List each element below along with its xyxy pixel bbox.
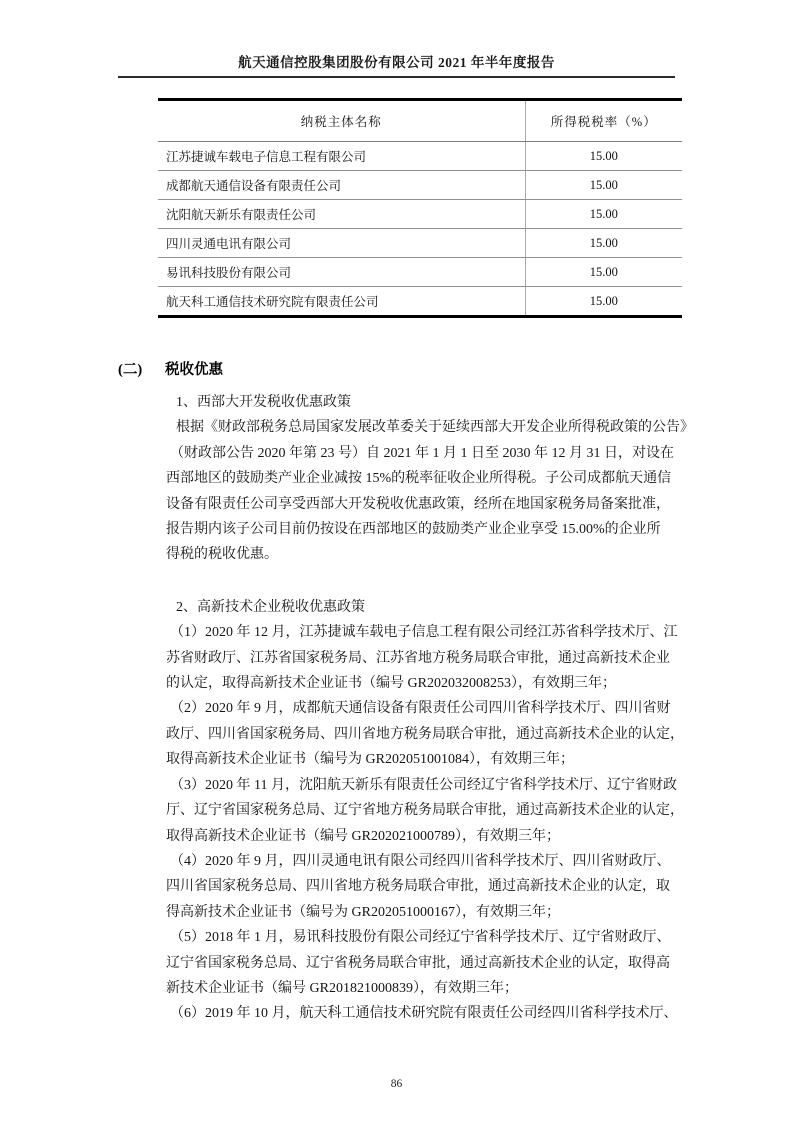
entity-name-cell: 江苏捷诚车载电子信息工程有限公司 — [158, 142, 525, 171]
table-row — [158, 171, 682, 200]
paragraph-line: （4）2020 年 9 月，四川灵通电讯有限公司经四川省科学技术厅、四川省财政厅、 — [170, 853, 671, 869]
table-row — [158, 229, 682, 258]
paragraph-line: 报告期内该子公司目前仍按设在西部地区的鼓励类产业企业享受 15.00%的企业所 — [166, 522, 661, 538]
tax-rate-cell: 15.00 — [589, 293, 618, 308]
paragraph-line: 新技术企业证书（编号 GR201821000839），有效期三年； — [166, 980, 518, 996]
tax-rate-cell: 15.00 — [525, 142, 682, 171]
paragraph-line: 西部地区的鼓励类产业企业减按 15%的税率征收企业所得税。子公司成都航天通信 — [166, 471, 672, 487]
paragraph-line: （5）2018 年 1 月，易讯科技股份有限公司经辽宁省科学技术厅、辽宁省财政厅、 — [170, 930, 671, 946]
tax-rate-table — [158, 98, 682, 318]
report-title: 航天通信控股集团股份有限公司 2021 年半年度报告 — [238, 55, 555, 70]
paragraph-line: 取得高新技术企业证书（编号为 GR202051001084），有效期三年； — [166, 752, 574, 768]
page-number: 86 — [390, 1078, 403, 1090]
subsection-2-heading: 2、高新技术企业税收优惠政策 — [176, 599, 365, 615]
tax-rate-cell: 15.00 — [525, 200, 682, 229]
paragraph-line: 的认定，取得高新技术企业证书（编号 GR202032008253），有效期三年； — [166, 676, 616, 692]
section-number: (二) — [118, 362, 143, 378]
tax-rate-cell: 15.00 — [525, 171, 682, 200]
paragraph-line: 取得高新技术企业证书（编号 GR202021000789），有效期三年； — [166, 828, 560, 844]
paragraph-line: （3）2020 年 11 月，沈阳航天新乐有限责任公司经辽宁省科学技术厅、辽宁省财政 — [170, 777, 677, 793]
entity-name-cell: 沈阳航天新乐有限责任公司 — [158, 200, 525, 229]
entity-name-cell: 航天科工通信技术研究院有限责任公司 — [158, 287, 525, 317]
paragraph-line: 根据《财政部税务总局国家发展改革委关于延续西部大开发企业所得税政策的公告》 — [176, 420, 694, 436]
paragraph-line: （2）2020 年 9 月，成都航天通信设备有限责任公司四川省科学技术厅、四川省财 — [170, 701, 671, 717]
paragraph-line: （6）2019 年 10 月，航天科工通信技术研究院有限责任公司经四川省科学技术厅、 — [170, 1006, 678, 1022]
table-row — [158, 287, 682, 317]
entity-name-cell: 易讯科技股份有限公司 — [158, 258, 525, 287]
table-header-row — [158, 100, 682, 142]
paragraph-line: 四川省国家税务总局、四川省地方税务局联合审批，通过高新技术企业的认定，取 — [166, 879, 670, 895]
paragraph-line: 得高新技术企业证书（编号为 GR202051000167），有效期三年； — [166, 904, 560, 920]
section-title: 税收优惠 — [165, 362, 223, 378]
paragraph-line: 设备有限责任公司享受西部大开发税收优惠政策，经所在地国家税务局备案批准， — [166, 496, 670, 512]
paragraph-line: 辽宁省国家税务总局、辽宁省税务局联合审批，通过高新技术企业的认定，取得高 — [166, 955, 670, 971]
table-row — [158, 200, 682, 229]
table-row — [158, 142, 682, 171]
paragraph-line: 政厅、四川省国家税务局、四川省地方税务局联合审批，通过高新技术企业的认定， — [166, 726, 684, 742]
entity-name-cell: 成都航天通信设备有限责任公司 — [158, 171, 525, 200]
subsection-1-heading: 1、西部大开发税收优惠政策 — [176, 395, 351, 410]
tax-rate-cell: 15.00 — [525, 229, 682, 258]
col-header-tax-rate: 所得税税率（%） — [525, 100, 682, 142]
paragraph-line: 厅、辽宁省国家税务总局、辽宁省地方税务局联合审批，通过高新技术企业的认定， — [166, 803, 684, 819]
section-heading — [0, 358, 793, 379]
paragraph-line: （1）2020 年 12 月，江苏捷诚车载电子信息工程有限公司经江苏省科学技术厅、江 — [170, 625, 678, 641]
paragraph-line: （财政部公告 2020 年第 23 号）自 2021 年 1 月 1 日至 2030 年 12 月 31 日，对设在 — [170, 445, 674, 461]
col-header-entity-name: 纳税主体名称 — [158, 100, 525, 142]
section-body — [166, 390, 694, 1027]
paragraph-line: 得税的税收优惠。 — [166, 547, 278, 563]
paragraph-line: 苏省财政厅、江苏省国家税务局、江苏省地方税务局联合审批，通过高新技术企业 — [166, 650, 670, 666]
tax-rate-cell: 15.00 — [525, 258, 682, 287]
entity-name-cell: 四川灵通电讯有限公司 — [158, 229, 525, 258]
table-row — [158, 258, 682, 287]
header-divider — [118, 76, 675, 78]
